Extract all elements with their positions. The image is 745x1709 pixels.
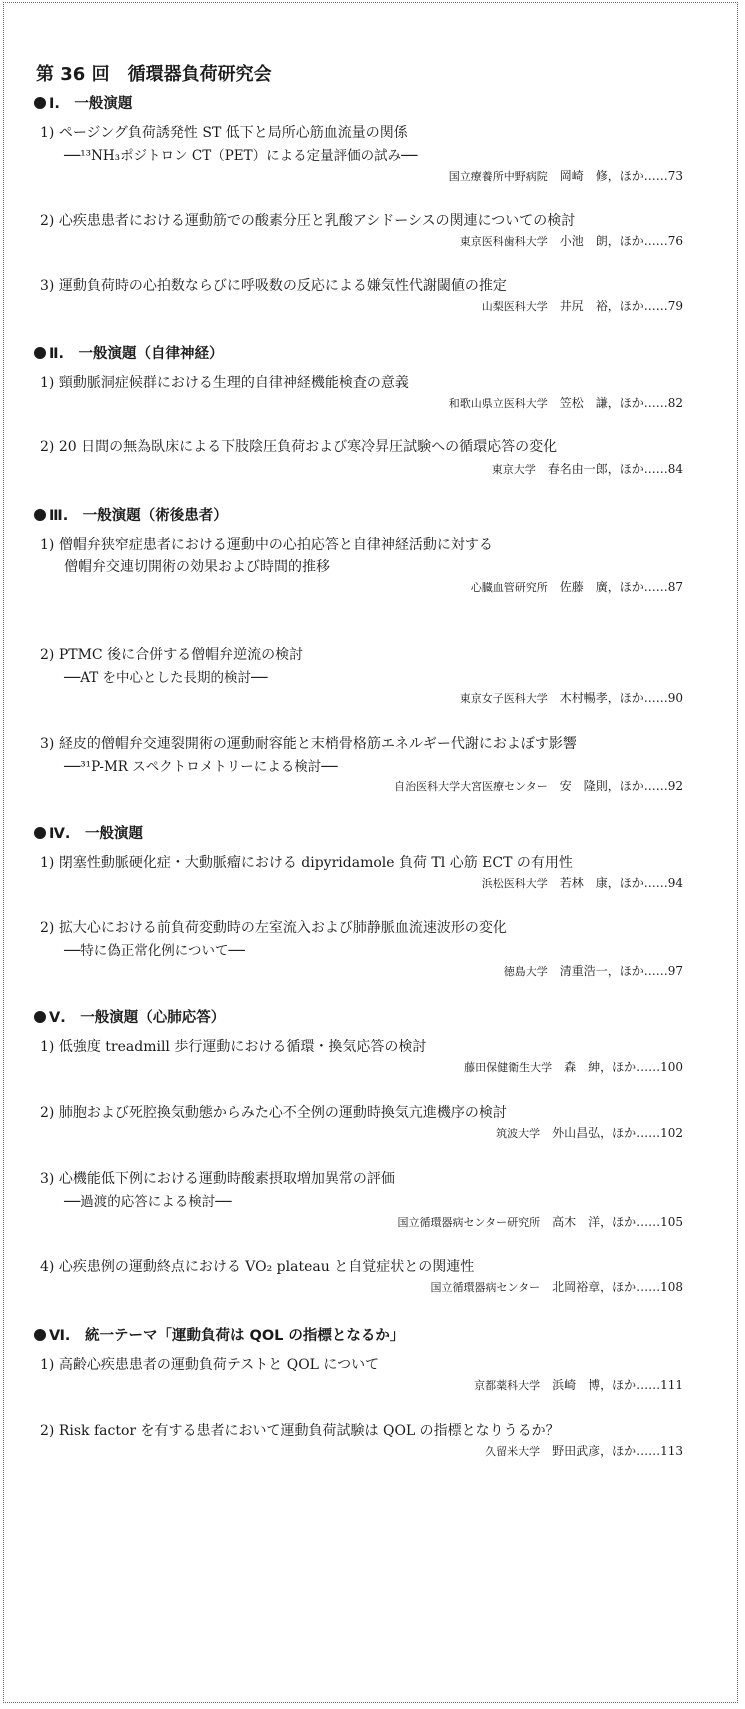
entry-title: 2) 20 日間の無為臥床による下肢陰圧負荷および寒冷昇圧試験への循環応答の変化 bbox=[40, 439, 558, 455]
section-heading: Ⅰ. 一般演題 bbox=[34, 92, 132, 113]
entry-title: 2) PTMC 後に合併する僧帽弁逆流の検討 bbox=[40, 647, 304, 663]
entry-title: 3) 運動負荷時の心拍数ならびに呼吸数の反応による嫌気性代謝閾値の推定 bbox=[40, 278, 507, 294]
entry-author: 浜松医科大学 若林 康，ほか……94 bbox=[481, 876, 683, 890]
bullet-icon bbox=[34, 827, 46, 839]
entry-author: 自治医科大学大宮医療センター 安 隆則，ほか……92 bbox=[394, 779, 683, 793]
entry-author: 和歌山県立医科大学 笠松 謙，ほか……82 bbox=[448, 396, 683, 410]
entry-subtitle: ──¹³NH₃ポジトロン CT（PET）による定量評価の試み── bbox=[64, 148, 418, 164]
entry-author: 国立循環器病センター 北岡裕章，ほか……108 bbox=[430, 1280, 683, 1294]
entry-title: 1) 低強度 treadmill 歩行運動における循環・換気応答の検討 bbox=[40, 1039, 427, 1055]
entry-title: 4) 心疾患例の運動終点における VO₂ plateau と自覚症状との関連性 bbox=[40, 1259, 475, 1275]
section-heading: Ⅲ. 一般演題（術後患者） bbox=[34, 504, 228, 525]
entry-subtitle: ──過渡的応答による検討── bbox=[64, 1194, 232, 1210]
entry-author: 東京大学 春名由一郎，ほか……84 bbox=[491, 462, 683, 476]
page-title: 第 36 回 循環器負荷研究会 bbox=[36, 64, 272, 85]
entry-title: 3) 経皮的僧帽弁交連裂開術の運動耐容能と末梢骨格筋エネルギー代謝におよぼす影響 bbox=[40, 736, 577, 752]
entry-title: 1) 高齢心疾患患者の運動負荷テストと QOL について bbox=[40, 1357, 380, 1373]
entry-subtitle: ──AT を中心とした長期的検討── bbox=[64, 670, 268, 686]
section-heading: Ⅵ. 統一テーマ「運動負荷は QOL の指標となるか」 bbox=[34, 1324, 404, 1345]
entry-author: 東京医科歯科大学 小池 朗，ほか……76 bbox=[459, 234, 683, 248]
entry-title: 1) 閉塞性動脈硬化症・大動脈瘤における dipyridamole 負荷 Tl 心筋 ECT の有用性 bbox=[40, 855, 573, 871]
bullet-icon bbox=[34, 97, 46, 109]
section-heading: Ⅴ. 一般演題（心肺応答） bbox=[34, 1006, 225, 1027]
entry-title: 2) 肺胞および死腔換気動態からみた心不全例の運動時換気亢進機序の検討 bbox=[40, 1105, 507, 1121]
bullet-icon bbox=[34, 509, 46, 521]
entry-author: 藤田保健衛生大学 森 紳，ほか……100 bbox=[464, 1060, 683, 1074]
entry-subtitle: ──³¹P-MR スペクトロメトリーによる検討── bbox=[64, 759, 338, 775]
entry-subtitle: ──特に偽正常化例について── bbox=[64, 943, 245, 959]
entry-title: 3) 心機能低下例における運動時酸素摂取増加異常の評価 bbox=[40, 1171, 395, 1187]
entry-title: 1) ページング負荷誘発性 ST 低下と局所心筋血流量の関係 bbox=[40, 125, 408, 141]
entry-author: 東京女子医科大学 木村暢孝，ほか……90 bbox=[459, 691, 683, 705]
entry-title: 1) 頸動脈洞症候群における生理的自律神経機能検査の意義 bbox=[40, 375, 409, 391]
entry-author: 徳島大学 清重浩一，ほか……97 bbox=[503, 964, 683, 978]
entry-author: 国立循環器病センター研究所 高木 洋，ほか……105 bbox=[397, 1215, 683, 1229]
section-heading: Ⅱ. 一般演題（自律神経） bbox=[34, 342, 224, 363]
bullet-icon bbox=[34, 1011, 46, 1023]
section-heading: Ⅳ. 一般演題 bbox=[34, 822, 143, 843]
entry-author: 心臓血管研究所 佐藤 廣，ほか……87 bbox=[470, 580, 683, 594]
entry-title-continued: 僧帽弁交連切開術の効果および時間的推移 bbox=[64, 559, 330, 575]
bullet-icon bbox=[34, 1329, 46, 1341]
entry-author: 久留米大学 野田武彦，ほか……113 bbox=[485, 1444, 683, 1458]
entry-author: 国立療養所中野病院 岡崎 修，ほか……73 bbox=[448, 169, 683, 183]
entry-author: 山梨医科大学 井尻 裕，ほか……79 bbox=[481, 299, 683, 313]
entry-author: 筑波大学 外山昌弘，ほか……102 bbox=[496, 1126, 683, 1140]
bullet-icon bbox=[34, 347, 46, 359]
entry-title: 2) 心疾患患者における運動筋での酸素分圧と乳酸アシドーシスの関連についての検討 bbox=[40, 213, 576, 229]
entry-title: 1) 僧帽弁狭窄症患者における運動中の心拍応答と自律神経活動に対する bbox=[40, 537, 493, 553]
entry-author: 京都薬科大学 浜崎 博，ほか……111 bbox=[474, 1378, 683, 1392]
entry-title: 2) 拡大心における前負荷変動時の左室流入および肺静脈血流速波形の変化 bbox=[40, 920, 507, 936]
entry-title: 2) Risk factor を有する患者において運動負荷試験は QOL の指標となりうるか？ bbox=[40, 1423, 560, 1439]
